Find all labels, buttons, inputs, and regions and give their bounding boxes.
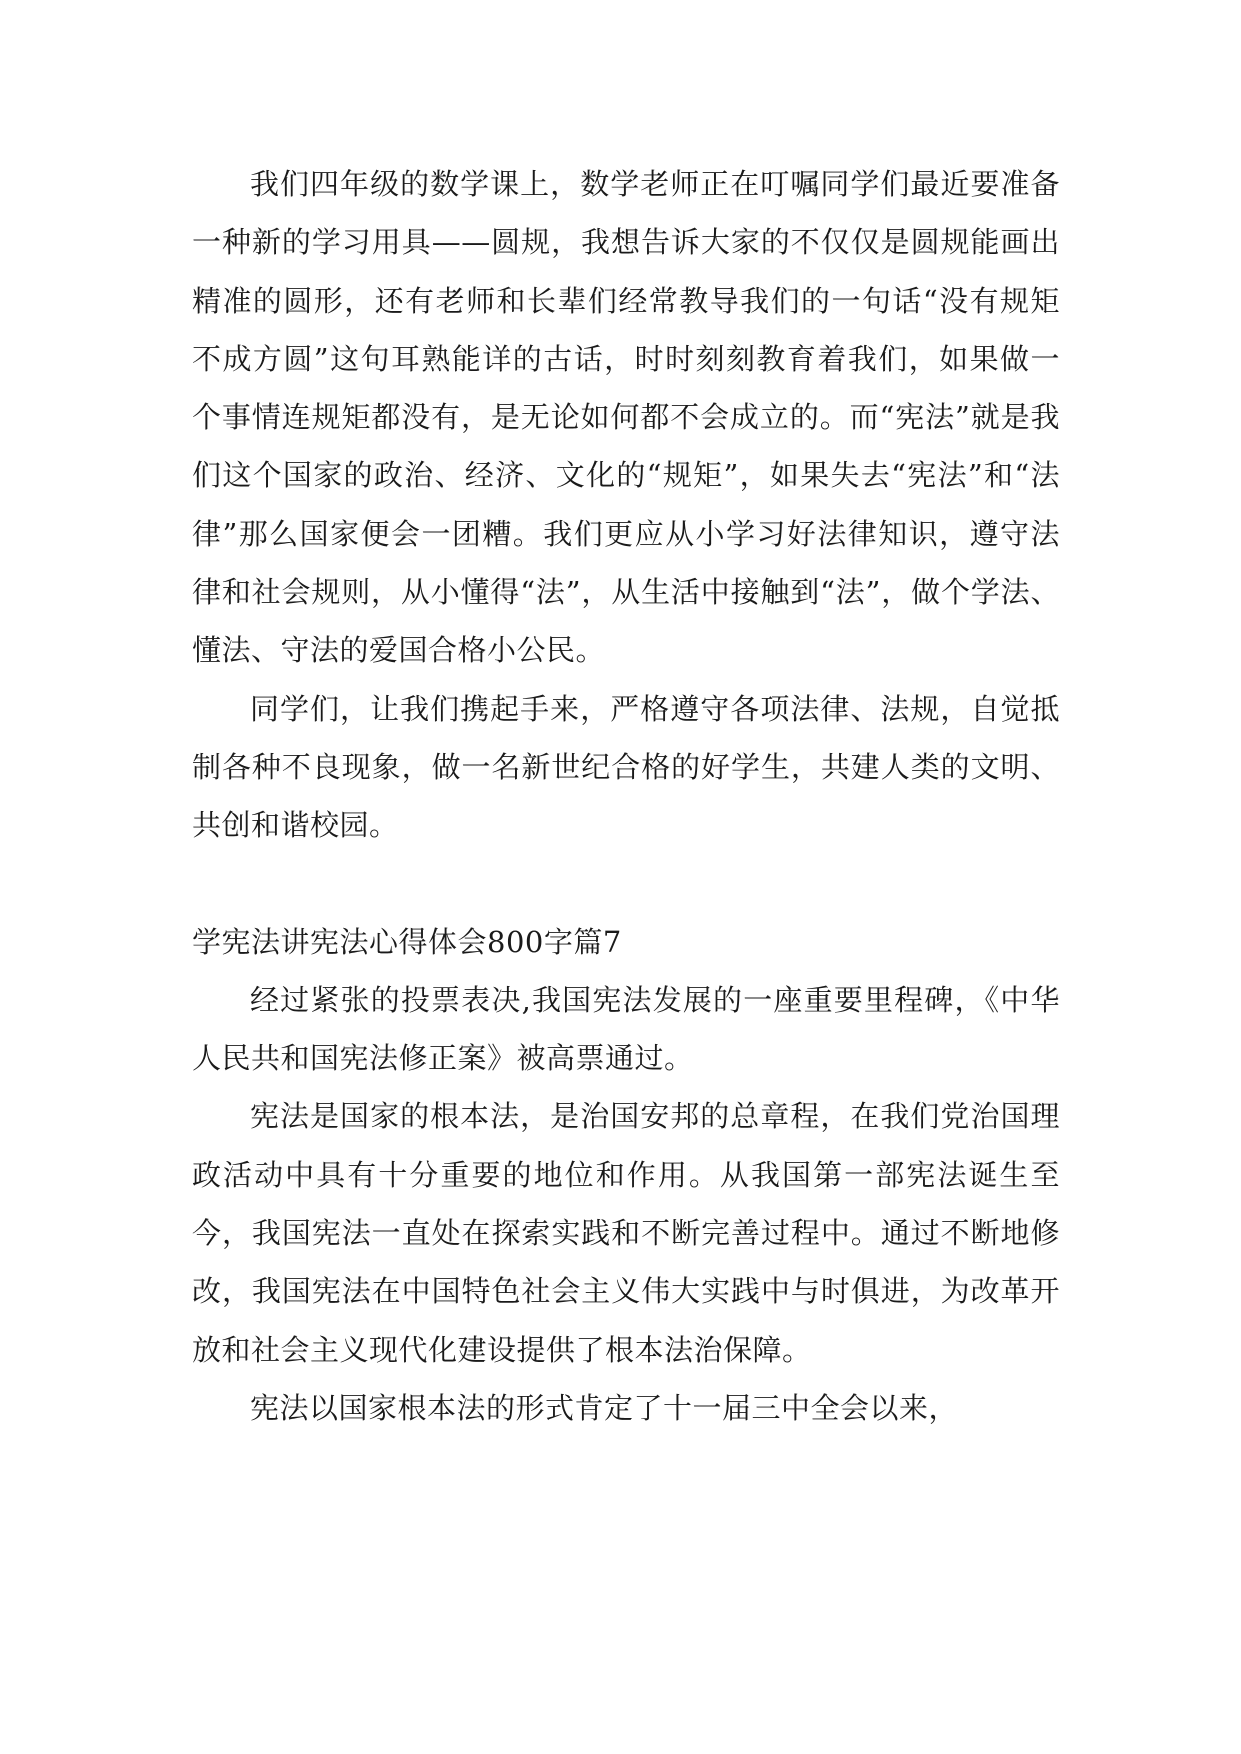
paragraph-constitution-role: 宪法是国家的根本法，是治国安邦的总章程，在我们党治国理政活动中具有十分重要的地位和作用。从我国第一部宪法诞生至今，我国宪法一直处在探索实践和不断完善过程中。通过不断地修改，我国宪法在中国特色社会主义伟大实践中与时俱进，为改革开放和社会主义现代化建设提供了根本法治保障。 <box>192 1099 1060 1367</box>
paragraph-constitution-affirms: 宪法以国家根本法的形式肯定了十一届三中全会以来， <box>250 1390 959 1425</box>
section-spacer <box>192 855 1060 913</box>
paragraph-compass-rules: 我们四年级的数学课上，数学老师正在叮嘱同学们最近要准备一种新的学习用具——圆规，我想告诉大家的不仅仅是圆规能画出精准的圆形，还有老师和长辈们经常教导我们的一句话“没有规矩不成方圆”这句耳熟能详的古话，时时刻刻教育着我们，如果做一个事情连规矩都没有，是无论如何都不会成立的。而“宪法”就是我们这个国家的政治、经济、文化的“规矩”，如果失去“宪法”和“法律”那么国家便会一团糟。我们更应从小学习好法律知识，遵守法律和社会规则，从小懂得“法”，从生活中接触到“法”，做个学法、懂法、守法的爱国合格小公民。 <box>192 167 1060 668</box>
document-body <box>192 155 1060 1437</box>
paragraph-amendment-vote: 经过紧张的投票表决,我国宪法发展的一座重要里程碑，《中华人民共和国宪法修正案》被高票通过。 <box>192 982 1060 1076</box>
paragraph-call-to-action: 同学们，让我们携起手来，严格遵守各项法律、法规，自觉抵制各种不良现象，做一名新世纪合格的好学生，共建人类的文明、共创和谐校园。 <box>192 691 1060 843</box>
section-heading: 学宪法讲宪法心得体会800字篇7 <box>192 924 622 959</box>
